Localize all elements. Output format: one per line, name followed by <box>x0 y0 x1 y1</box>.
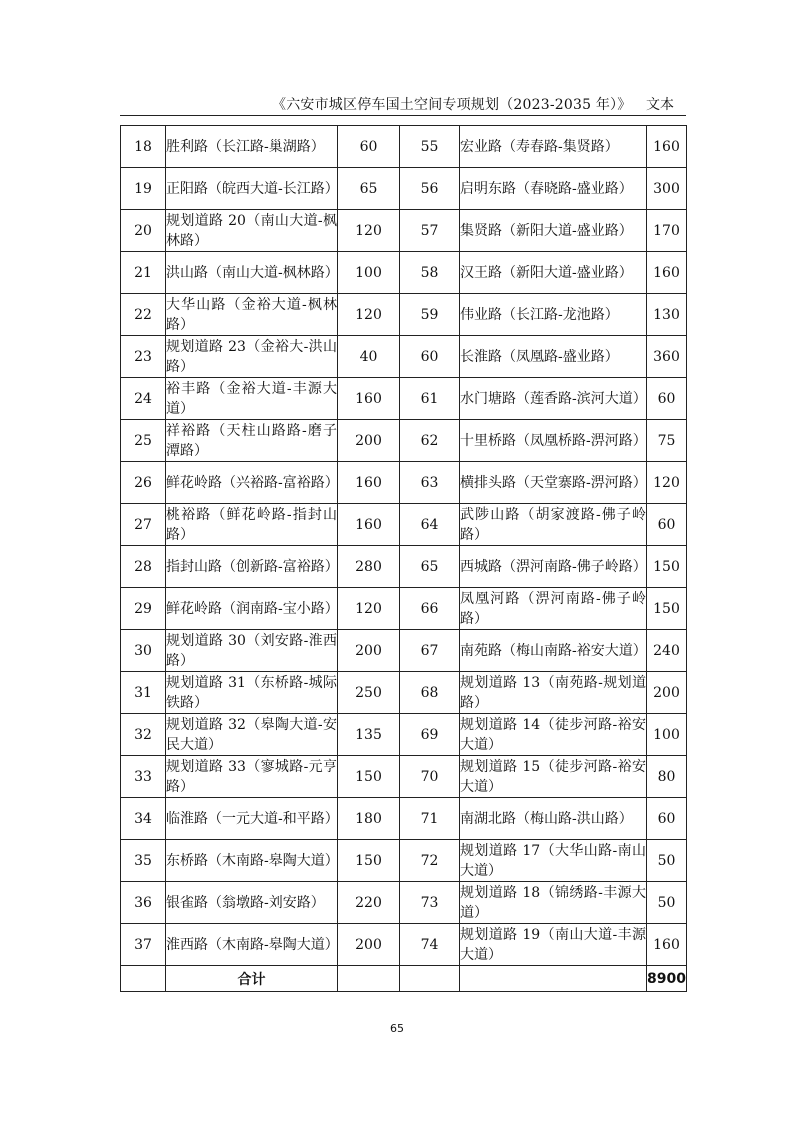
row-number-right: 68 <box>400 672 460 714</box>
row-number-left: 22 <box>121 294 166 336</box>
row-number-right: 55 <box>400 126 460 168</box>
parking-count-right: 50 <box>647 882 687 924</box>
road-name-right: 十里桥路（凤凰桥路-淠河路） <box>460 420 647 462</box>
parking-count-left: 200 <box>338 924 400 966</box>
road-name-right: 长淮路（凤凰路-盛业路） <box>460 336 647 378</box>
parking-count-left: 160 <box>338 504 400 546</box>
road-name-right: 宏业路（寿春路-集贤路） <box>460 126 647 168</box>
road-name-right: 启明东路（春晓路-盛业路） <box>460 168 647 210</box>
parking-count-left: 250 <box>338 672 400 714</box>
road-name-left: 临淮路（一元大道-和平路） <box>166 798 338 840</box>
row-number-left: 31 <box>121 672 166 714</box>
row-number-left: 37 <box>121 924 166 966</box>
parking-count-right: 60 <box>647 798 687 840</box>
road-name-right: 汉王路（新阳大道-盛业路） <box>460 252 647 294</box>
row-number-right: 58 <box>400 252 460 294</box>
road-name-left: 裕丰路（金裕大道-丰源大道） <box>166 378 338 420</box>
parking-count-right: 240 <box>647 630 687 672</box>
row-number-left: 21 <box>121 252 166 294</box>
table-body <box>121 126 687 966</box>
table-row <box>121 672 687 714</box>
parking-count-left: 200 <box>338 420 400 462</box>
road-name-left: 规划道路 33（寥城路-元亨路） <box>166 756 338 798</box>
row-number-left: 26 <box>121 462 166 504</box>
row-number-right: 66 <box>400 588 460 630</box>
row-number-right: 57 <box>400 210 460 252</box>
row-number-right: 64 <box>400 504 460 546</box>
row-number-right: 61 <box>400 378 460 420</box>
parking-count-left: 65 <box>338 168 400 210</box>
row-number-right: 56 <box>400 168 460 210</box>
table-row <box>121 840 687 882</box>
parking-count-left: 60 <box>338 126 400 168</box>
road-name-left: 淮西路（木南路-皋陶大道） <box>166 924 338 966</box>
row-number-left: 20 <box>121 210 166 252</box>
parking-count-right: 50 <box>647 840 687 882</box>
parking-count-left: 120 <box>338 588 400 630</box>
parking-count-right: 100 <box>647 714 687 756</box>
row-number-right: 70 <box>400 756 460 798</box>
table-row <box>121 546 687 588</box>
road-name-right: 规划道路 18（锦绣路-丰源大道） <box>460 882 647 924</box>
table-row <box>121 126 687 168</box>
road-name-right: 南湖北路（梅山路-洪山路） <box>460 798 647 840</box>
parking-count-right: 300 <box>647 168 687 210</box>
road-name-left: 桃裕路（鲜花岭路-指封山路） <box>166 504 338 546</box>
table-row <box>121 630 687 672</box>
road-name-left: 东桥路（木南路-皋陶大道） <box>166 840 338 882</box>
parking-count-right: 160 <box>647 126 687 168</box>
road-name-right: 水门塘路（莲香路-滨河大道） <box>460 378 647 420</box>
road-name-right: 规划道路 15（徒步河路-裕安大道） <box>460 756 647 798</box>
road-name-right: 伟业路（长江路-龙池路） <box>460 294 647 336</box>
row-number-right: 65 <box>400 546 460 588</box>
table-row <box>121 588 687 630</box>
road-name-left: 规划道路 32（皋陶大道-安民大道） <box>166 714 338 756</box>
row-number-right: 73 <box>400 882 460 924</box>
table-row <box>121 714 687 756</box>
road-name-left: 洪山路（南山大道-枫林路） <box>166 252 338 294</box>
road-name-right: 规划道路 13（南苑路-规划道路） <box>460 672 647 714</box>
road-name-right: 规划道路 14（徒步河路-裕安大道） <box>460 714 647 756</box>
parking-count-left: 220 <box>338 882 400 924</box>
parking-count-left: 150 <box>338 840 400 882</box>
parking-count-right: 160 <box>647 924 687 966</box>
parking-count-left: 40 <box>338 336 400 378</box>
road-name-left: 鲜花岭路（润南路-宝小路） <box>166 588 338 630</box>
document-title: 《六安市城区停车国土空间专项规划（2023-2035 年）》 <box>272 97 632 113</box>
parking-count-left: 150 <box>338 756 400 798</box>
road-name-left: 规划道路 20（南山大道-枫林路） <box>166 210 338 252</box>
row-number-left: 34 <box>121 798 166 840</box>
table-row <box>121 756 687 798</box>
row-number-left: 35 <box>121 840 166 882</box>
parking-count-left: 200 <box>338 630 400 672</box>
row-number-left: 32 <box>121 714 166 756</box>
road-name-left: 指封山路（创新路-富裕路） <box>166 546 338 588</box>
road-name-left: 规划道路 30（刘安路-淮西路） <box>166 630 338 672</box>
road-name-left: 胜利路（长江路-巢湖路） <box>166 126 338 168</box>
parking-road-table <box>120 125 687 992</box>
road-name-right: 凤凰河路（淠河南路-佛子岭路） <box>460 588 647 630</box>
row-number-left: 24 <box>121 378 166 420</box>
row-number-left: 27 <box>121 504 166 546</box>
parking-count-right: 150 <box>647 546 687 588</box>
table-row <box>121 924 687 966</box>
table-row <box>121 462 687 504</box>
road-name-left: 大华山路（金裕大道-枫林路） <box>166 294 338 336</box>
table-row <box>121 420 687 462</box>
road-name-right: 南苑路（梅山南路-裕安大道） <box>460 630 647 672</box>
parking-count-right: 75 <box>647 420 687 462</box>
document-kind-label: 文本 <box>646 97 674 113</box>
parking-count-right: 120 <box>647 462 687 504</box>
parking-count-right: 200 <box>647 672 687 714</box>
page-number: 65 <box>390 1022 404 1035</box>
total-row <box>121 966 687 992</box>
parking-count-right: 130 <box>647 294 687 336</box>
row-number-left: 25 <box>121 420 166 462</box>
parking-count-right: 150 <box>647 588 687 630</box>
table-row <box>121 336 687 378</box>
road-name-right: 规划道路 19（南山大道-丰源大道） <box>460 924 647 966</box>
row-number-right: 67 <box>400 630 460 672</box>
row-number-left: 29 <box>121 588 166 630</box>
road-name-right: 武陟山路（胡家渡路-佛子岭路） <box>460 504 647 546</box>
road-name-left: 银雀路（翁墩路-刘安路） <box>166 882 338 924</box>
parking-count-left: 160 <box>338 462 400 504</box>
table-row <box>121 504 687 546</box>
row-number-right: 74 <box>400 924 460 966</box>
road-name-left: 正阳路（皖西大道-长江路） <box>166 168 338 210</box>
table-row <box>121 210 687 252</box>
row-number-left: 19 <box>121 168 166 210</box>
table-row <box>121 252 687 294</box>
row-number-right: 59 <box>400 294 460 336</box>
parking-count-right: 60 <box>647 378 687 420</box>
road-name-right: 西城路（淠河南路-佛子岭路） <box>460 546 647 588</box>
road-name-left: 规划道路 31（东桥路-城际铁路） <box>166 672 338 714</box>
row-number-right: 69 <box>400 714 460 756</box>
table-row <box>121 294 687 336</box>
road-name-left: 鲜花岭路（兴裕路-富裕路） <box>166 462 338 504</box>
row-number-right: 71 <box>400 798 460 840</box>
row-number-right: 63 <box>400 462 460 504</box>
page-header <box>120 93 686 116</box>
road-name-right: 规划道路 17（大华山路-南山大道） <box>460 840 647 882</box>
row-number-left: 30 <box>121 630 166 672</box>
row-number-left: 33 <box>121 756 166 798</box>
row-number-right: 72 <box>400 840 460 882</box>
parking-count-right: 360 <box>647 336 687 378</box>
row-number-left: 28 <box>121 546 166 588</box>
parking-count-right: 80 <box>647 756 687 798</box>
table-row <box>121 882 687 924</box>
row-number-right: 60 <box>400 336 460 378</box>
parking-count-right: 160 <box>647 252 687 294</box>
row-number-left: 36 <box>121 882 166 924</box>
total-value: 8900 <box>647 966 687 992</box>
parking-count-left: 160 <box>338 378 400 420</box>
row-number-left: 18 <box>121 126 166 168</box>
road-name-left: 规划道路 23（金裕大-洪山路） <box>166 336 338 378</box>
table-row <box>121 168 687 210</box>
total-label: 合计 <box>166 966 338 992</box>
parking-count-left: 135 <box>338 714 400 756</box>
row-number-right: 62 <box>400 420 460 462</box>
road-name-left: 祥裕路（天柱山路路-磨子潭路） <box>166 420 338 462</box>
row-number-left: 23 <box>121 336 166 378</box>
parking-count-left: 120 <box>338 210 400 252</box>
parking-count-left: 100 <box>338 252 400 294</box>
parking-count-right: 170 <box>647 210 687 252</box>
parking-count-left: 180 <box>338 798 400 840</box>
road-name-right: 横排头路（天堂寨路-淠河路） <box>460 462 647 504</box>
road-name-right: 集贤路（新阳大道-盛业路） <box>460 210 647 252</box>
parking-count-right: 60 <box>647 504 687 546</box>
parking-count-left: 120 <box>338 294 400 336</box>
parking-count-left: 280 <box>338 546 400 588</box>
table-row <box>121 378 687 420</box>
table-row <box>121 798 687 840</box>
